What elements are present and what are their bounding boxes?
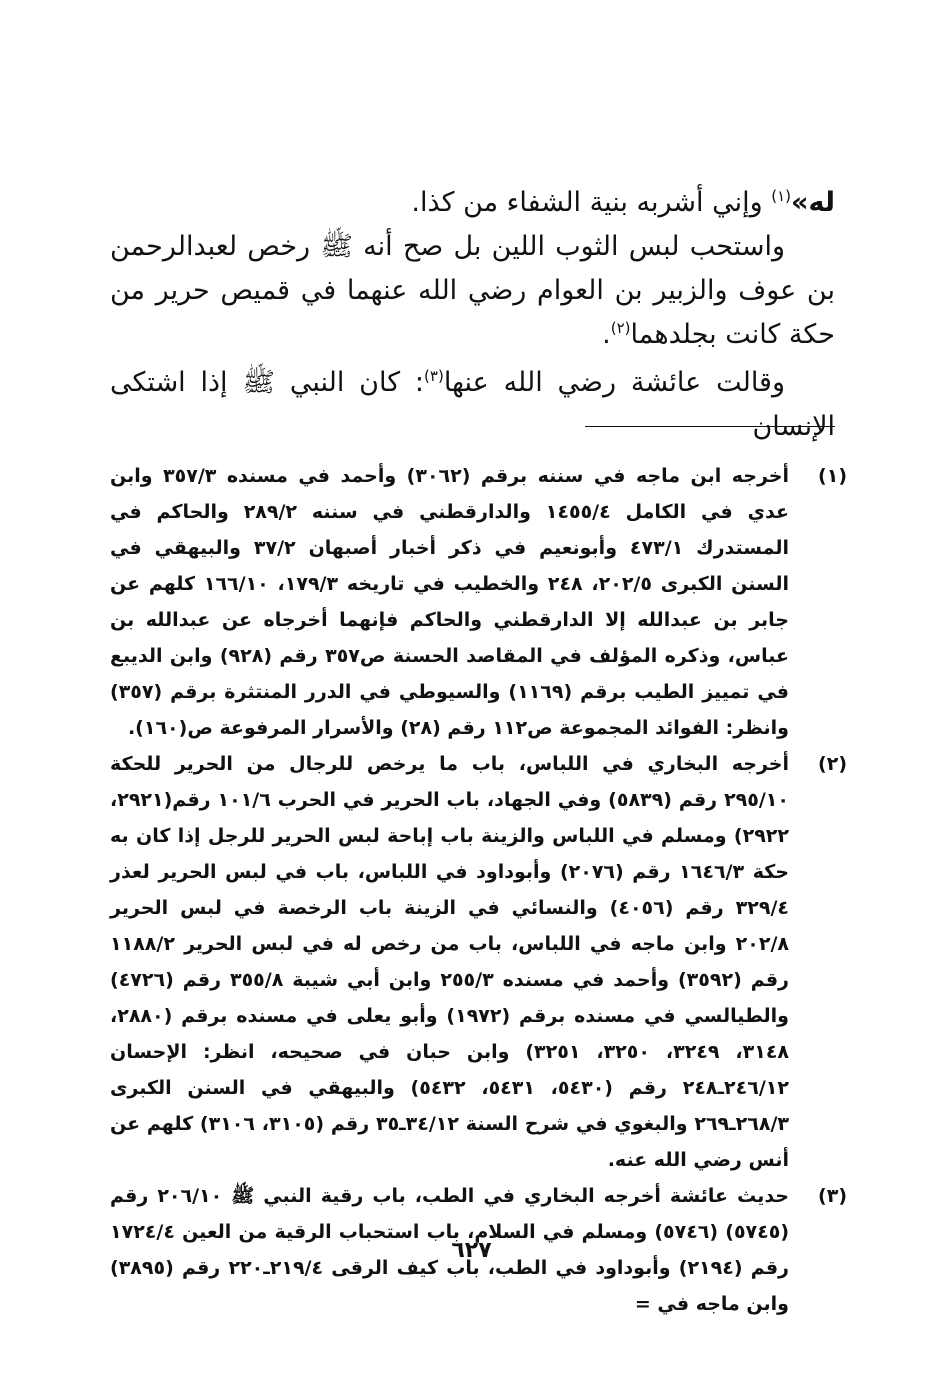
- footnote-text: أخرجه البخاري في اللباس، باب ما يرخص للرجال من الحرير للحكة ٢٩٥/١٠ رقم (٥٨٣٩) وفي الجهاد، باب الحرير في الحرب ١٠١/٦ رقم(٢٩٢١، ٢٩٢٢) ومسلم في اللباس والزينة باب إباحة لبس الحرير للرجل إذا كان به حكة ١٦٤٦/٣ رقم (٢٠٧٦) وأبوداود في اللباس، باب في لبس الحرير لعذر ٣٢٩/٤ رقم (٤٠٥٦) والنسائي في الزينة باب الرخصة في لبس الحرير ٢٠٢/٨ وابن ماجه في اللباس، باب من رخص له في لبس الحرير ١١٨٨/٢ رقم (٣٥٩٢) وأحمد في مسنده ٢٥٥/٣ وابن أبي شيبة ٣٥٥/٨ رقم (٤٧٢٦) والطيالسي في مسنده برقم (١٩٧٢) وأبو يعلى في مسنده برقم (٢٨٨٠، ٣١٤٨، ٣٢٤٩، ٣٢٥٠، ٣٢٥١) وابن حبان في صحيحه، انظر: الإحسان ٢٤٦/١٢ـ٢٤٨ رقم (٥٤٣٠، ٥٤٣١، ٥٤٣٢) والبيهقي في السنن الكبرى ٢٦٨/٣ـ٢٦٩ والبغوي في شرح السنة ٣٤/١٢ـ٣٥ رقم (٣١٠٥، ٣١٠٦) كلهم عن أنس رضي الله عنه.: [110, 753, 790, 1171]
- footnote-1: [110, 458, 847, 746]
- main-paragraph-3-text: : كان النبي ﷺ إذا اشتكى الإنسان: [110, 367, 835, 442]
- footnote-2: [110, 746, 847, 1178]
- footnote-text: أخرجه ابن ماجه في سننه برقم (٣٠٦٢) وأحمد في مسنده ٣٥٧/٣ وابن عدي في الكامل ١٤٥٥/٤ والدارقطني في سننه ٢٨٩/٢ والحاكم في المستدرك ٤٧٣/١ وأبونعيم في ذكر أخبار أصبهان ٣٧/٢ والبيهقي في السنن الكبرى ٢٠٢/٥، ٢٤٨ والخطيب في تاريخه ١٧٩/٣، ١٦٦/١٠ كلهم عن جابر بن عبدالله إلا الدارقطني والحاكم فإنهما أخرجاه عن عبدالله بن عباس، وذكره المؤلف في المقاصد الحسنة ص٣٥٧ رقم (٩٢٨) وابن الديبع في تمييز الطيب برقم (١١٦٩) والسيوطي في الدرر المنتثرة برقم (٣٥٧) وانظر: الفوائد المجموعة ص١١٢ رقم (٢٨) والأسرار المرفوعة ص(١٦٠).: [110, 465, 790, 739]
- main-paragraph-2-text: واستحب لبس الثوب اللين بل صح أنه ﷺ رخص لعبدالرحمن بن عوف والزبير بن العوام رضي الله عنهما في قميص حرير من حكة كانت بجلدهما: [110, 231, 835, 350]
- main-line-1-text: وإني أشربه بنية الشفاء من كذا.: [411, 187, 772, 218]
- footnote-number: (٣): [818, 1185, 847, 1207]
- footnote-number: (١): [818, 465, 847, 487]
- main-line-1: [110, 181, 835, 225]
- closing-quote-word: له»: [791, 187, 835, 218]
- footnotes: [110, 458, 847, 1322]
- footnote-marker-1: (١): [771, 187, 792, 205]
- main-paragraph-3: [110, 361, 835, 449]
- page-number: ٦٢٧: [451, 1238, 492, 1263]
- footnote-separator: [585, 426, 835, 427]
- footnote-marker-3: (٣): [424, 367, 444, 385]
- main-text: [110, 181, 835, 449]
- main-paragraph-2-end: .: [602, 319, 611, 350]
- footnote-marker-2: (٢): [610, 319, 631, 337]
- main-paragraph-2: [110, 225, 835, 357]
- main-paragraph-3-start: وقالت عائشة رضي الله عنها: [443, 367, 786, 398]
- footnote-text: حديث عائشة أخرجه البخاري في الطب، باب رقية النبي ﷺ ٢٠٦/١٠ رقم (٥٧٤٥) (٥٧٤٦) ومسلم في السلام، باب استحباب الرقية من العين ١٧٢٤/٤ رقم (٢١٩٤) وأبوداود في الطب، باب كيف الرقى ٢١٩/٤ـ٢٢٠ رقم (٣٨٩٥) وابن ماجه في =: [110, 1185, 790, 1315]
- footnote-number: (٢): [818, 753, 847, 775]
